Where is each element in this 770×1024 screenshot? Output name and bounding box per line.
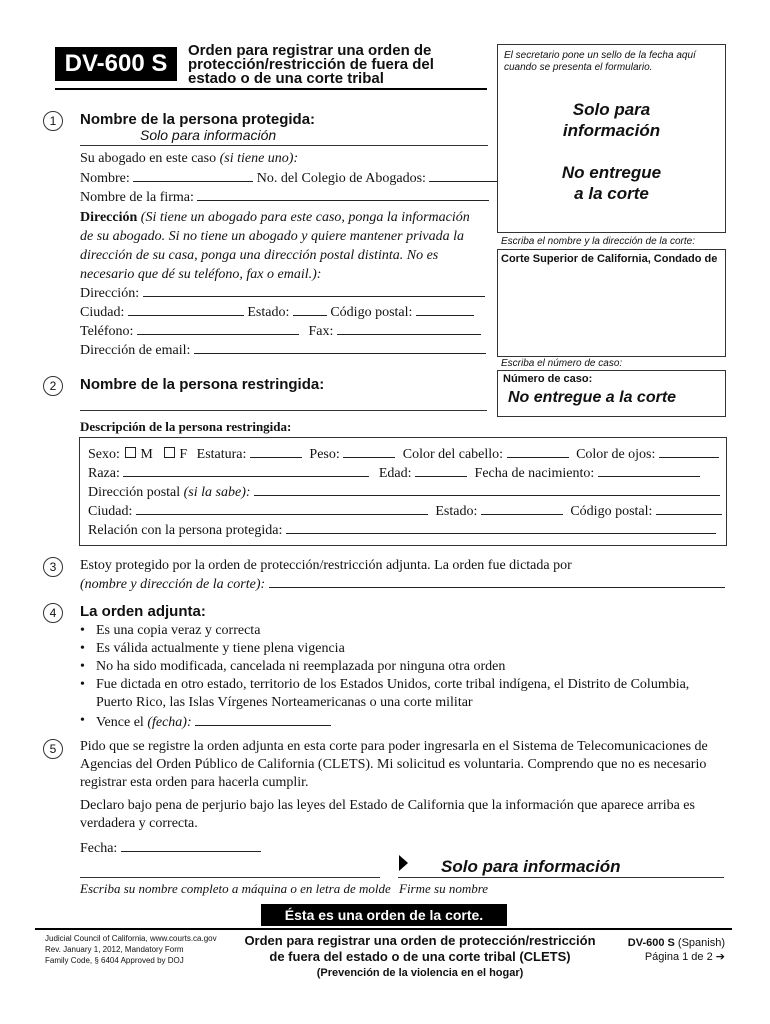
case-number-value: No entregue a la corte — [508, 389, 677, 406]
sex-m-label: M — [140, 447, 153, 462]
lawyer-row — [80, 149, 298, 168]
city2-label: Ciudad: — [88, 504, 133, 519]
date-label: Fecha: — [80, 841, 118, 856]
date-row — [80, 838, 261, 858]
zip2-label: Código postal: — [570, 504, 653, 519]
footer-subtitle: (Prevención de la violencia en el hogar) — [316, 967, 524, 979]
email-row — [80, 340, 486, 360]
name-row — [80, 168, 497, 188]
state-label: Estado: — [247, 305, 290, 320]
clerk-info-stamp — [498, 99, 725, 141]
clerk-no-line1: No entregue — [561, 163, 662, 182]
state2-field[interactable] — [481, 501, 563, 515]
request-line: Agencias del Orden Público de California (CLETS). Mi solicitud es voluntaria. Comprendo que no es necesario — [80, 757, 707, 772]
address-note-line: (Si tiene un abogado para este caso, ponga la información — [137, 210, 470, 225]
sex-f-checkbox[interactable] — [164, 447, 175, 458]
name-field[interactable] — [133, 168, 253, 182]
perjury-line: verdadera y correcta. — [80, 816, 198, 831]
restricted-person-heading: Nombre de la persona restringida: — [80, 376, 325, 393]
age-label: Edad: — [378, 466, 412, 481]
protected-person-name[interactable]: Solo para información — [140, 127, 277, 143]
zip-label: Código postal: — [330, 305, 413, 320]
request-line: Pido que se registre la orden adjunta en esta corte para poder ingresarla en el Sistema de Telecomunicaciones de — [80, 739, 708, 754]
city2-field[interactable] — [136, 501, 428, 515]
clerk-no-line2: a la corte — [574, 184, 649, 203]
sex-row — [88, 444, 719, 464]
phone-row — [80, 321, 481, 341]
form-title — [188, 44, 434, 86]
list-item: • Es una copia veraz y correcta — [78, 622, 689, 640]
perjury-line: Declaro bajo pena de perjurio bajo las leyes del Estado de California que la información que aparece arriba es — [80, 798, 695, 813]
header-rule — [55, 88, 487, 90]
footer-left-line: Judicial Council of California, www.courts.ca.gov — [45, 934, 217, 943]
court-name-field[interactable] — [269, 574, 725, 588]
footer-title-line: Orden para registrar una orden de protección/restricción — [244, 933, 596, 948]
relation-label: Relación con la persona protegida: — [88, 523, 283, 538]
city2-row — [88, 501, 722, 521]
hair-field[interactable] — [507, 444, 569, 458]
mail-row — [88, 482, 720, 502]
footer-lang: (Spanish) — [677, 937, 725, 949]
attached-order-heading: La orden adjunta: — [80, 603, 206, 620]
weight-label: Peso: — [309, 447, 340, 462]
printed-name-caption: Escriba su nombre completo a máquina o en letra de molde — [80, 881, 391, 896]
email-label: Dirección de email: — [80, 343, 191, 358]
case-number-label: Número de caso: — [503, 373, 593, 385]
list-item: • Es válida actualmente y tiene plena vigencia — [78, 640, 689, 658]
eyes-label: Color de ojos: — [576, 447, 656, 462]
sex-m-checkbox[interactable] — [125, 447, 136, 458]
request-line: registrar esta orden para hacerla cumplir. — [80, 775, 309, 790]
footer-page: Página 1 de 2 — [644, 951, 713, 963]
expires-note: (fecha): — [147, 715, 192, 730]
form-title-line: protección/restricción de fuera del — [188, 56, 434, 73]
form-id-badge: DV-600 S — [55, 47, 177, 81]
footer-title-line: de fuera del estado o de una corte tribal (CLETS) — [269, 949, 571, 964]
height-field[interactable] — [250, 444, 302, 458]
address-field[interactable] — [143, 283, 485, 297]
footer-left-line: Family Code, § 6404 Approved by DOJ — [45, 956, 184, 965]
protected-person-heading: Nombre de la persona protegida: — [80, 111, 316, 128]
list-item-expires — [78, 712, 689, 732]
item-number-1: 1 — [43, 111, 63, 131]
address-title: Dirección — [80, 210, 138, 225]
expires-label: Vence el — [96, 715, 144, 730]
signature-line — [398, 877, 724, 878]
mail-label: Dirección postal — [88, 485, 181, 500]
section3-line1: Estoy protegido por la orden de protección/restricción adjunta. La orden fue dictada por — [80, 558, 572, 573]
list-item: • No ha sido modificada, cancelada ni reemplazada por ninguna otra orden — [78, 658, 689, 676]
dob-field[interactable] — [598, 463, 700, 477]
relation-row — [88, 520, 716, 540]
court-name: Corte Superior de California, Condado de — [501, 253, 718, 265]
description-heading: Descripción de la persona restringida: — [80, 419, 292, 434]
case-box[interactable] — [497, 370, 726, 417]
clerk-info-line2: información — [562, 121, 661, 140]
mail-note: (si la sabe): — [183, 485, 251, 500]
form-title-line: Orden para registrar una orden de — [188, 42, 432, 59]
footer-left — [45, 933, 217, 966]
attached-order-list — [78, 622, 689, 732]
list-item — [78, 676, 689, 712]
race-field[interactable] — [123, 463, 369, 477]
fax-field[interactable] — [337, 321, 481, 335]
footer-right — [600, 936, 725, 964]
perjury-paragraph — [80, 797, 695, 833]
clerk-stamp-box — [497, 44, 726, 233]
signature-caption: Firme su nombre — [399, 881, 489, 896]
section3-line2 — [80, 574, 725, 594]
case-box-label: Escriba el número de caso: — [501, 358, 623, 369]
zip2-field[interactable] — [656, 501, 722, 515]
address-note-line: dirección de su casa, ponga una dirección postal distinta. No es — [80, 248, 439, 263]
phone-field[interactable] — [137, 321, 299, 335]
age-field[interactable] — [415, 463, 467, 477]
race-row — [88, 463, 700, 483]
restricted-person-line[interactable] — [80, 410, 487, 411]
sex-f-label: F — [179, 447, 188, 462]
court-box-label: Escriba el nombre y la dirección de la corte: — [501, 236, 695, 247]
item-number-4: 4 — [43, 603, 63, 623]
court-name-label: (nombre y dirección de la corte): — [80, 577, 266, 592]
lawyer-note: (si tiene uno): — [219, 151, 299, 166]
weight-field[interactable] — [343, 444, 395, 458]
bar-number-field[interactable] — [429, 168, 497, 182]
sign-arrow-icon — [399, 855, 408, 871]
item-number-3: 3 — [43, 557, 63, 577]
city-row — [80, 302, 474, 322]
list-item-line: • Fue dictada en otro estado, territorio de los Estados Unidos, corte tribal indígena, el Distrito de Columbia, — [96, 677, 690, 692]
court-box[interactable] — [497, 249, 726, 357]
item-number-5: 5 — [43, 739, 63, 759]
address-note-line: de su abogado. Si no tiene un abogado y quiere mantener privada la — [80, 229, 465, 244]
name-label: Nombre: — [80, 171, 130, 186]
fax-label: Fax: — [308, 324, 334, 339]
email-field[interactable] — [194, 340, 486, 354]
footer-title — [220, 933, 620, 981]
lawyer-label: Su abogado en este caso — [80, 151, 217, 166]
item-number-2: 2 — [43, 376, 63, 396]
form-title-line: estado o de una corte tribal — [188, 70, 384, 87]
footer-form-id: DV-600 S — [627, 937, 675, 949]
state2-label: Estado: — [435, 504, 478, 519]
clerk-note: El secretario pone un sello de la fecha aquí cuando se presenta el formulario. — [504, 50, 696, 73]
firm-row — [80, 187, 489, 207]
bar-label: No. del Colegio de Abogados: — [256, 171, 426, 186]
dob-label: Fecha de nacimiento: — [474, 466, 595, 481]
address-note-line: necesario que dé su teléfono, fax o email.): — [80, 267, 322, 282]
clerk-no-stamp — [498, 162, 725, 204]
request-paragraph — [80, 738, 708, 792]
footer-rule — [35, 928, 732, 930]
sex-label: Sexo: — [88, 447, 120, 462]
race-label: Raza: — [88, 466, 120, 481]
next-page-arrow-icon: ➔ — [715, 951, 725, 963]
firm-field[interactable] — [197, 187, 489, 201]
clerk-info-line1: Solo para — [572, 100, 651, 119]
protected-person-line — [80, 145, 488, 146]
city-label: Ciudad: — [80, 305, 125, 320]
printed-name-line[interactable] — [80, 877, 380, 878]
relation-field[interactable] — [286, 520, 716, 534]
description-box — [79, 437, 727, 546]
state-field[interactable] — [293, 302, 327, 316]
address-label: Dirección: — [80, 286, 140, 301]
address-row — [80, 283, 485, 303]
date-field[interactable] — [121, 838, 261, 852]
court-order-banner: Ésta es una orden de la corte. — [261, 904, 507, 926]
zip-field[interactable] — [416, 302, 474, 316]
address-note — [80, 208, 470, 284]
eyes-field[interactable] — [659, 444, 719, 458]
height-label: Estatura: — [196, 447, 247, 462]
firm-label: Nombre de la firma: — [80, 190, 194, 205]
hair-label: Color del cabello: — [402, 447, 504, 462]
expires-field[interactable] — [195, 712, 331, 726]
footer-left-line: Rev. January 1, 2012, Mandatory Form — [45, 945, 184, 954]
signature-value[interactable]: Solo para información — [441, 857, 621, 876]
list-item-line: Puerto Rico, las Islas Vírgenes Norteamericanas o una corte militar — [96, 695, 473, 710]
mail-field[interactable] — [254, 482, 720, 496]
city-field[interactable] — [128, 302, 244, 316]
phone-label: Teléfono: — [80, 324, 134, 339]
